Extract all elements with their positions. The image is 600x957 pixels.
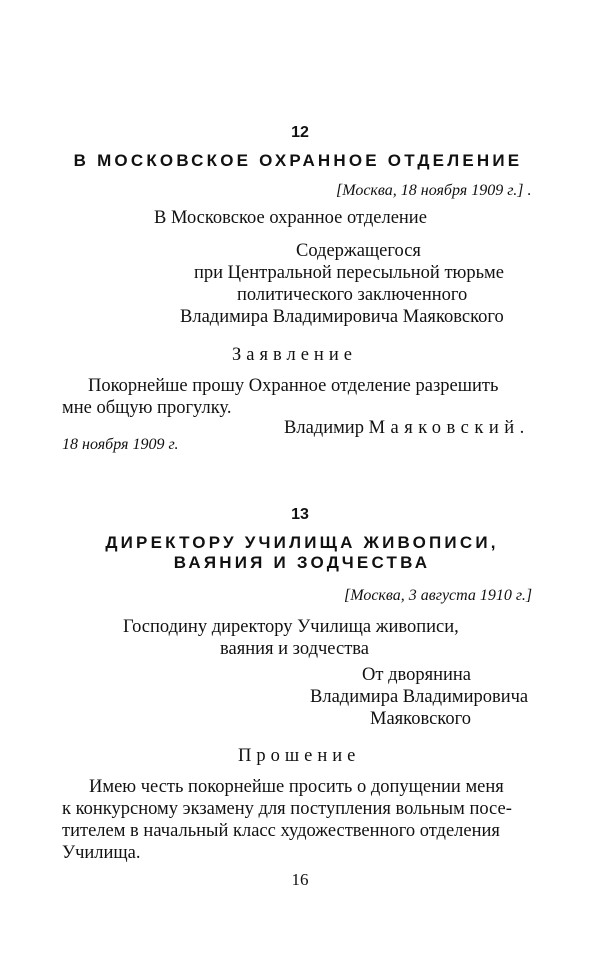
document-heading-line: ДИРЕКТОРУ УЧИЛИЩА ЖИВОПИСИ,: [105, 533, 499, 552]
body-line: Покорнейше прошу Охранное отделение разрешить: [88, 376, 499, 396]
body-line: Училища.: [62, 843, 141, 863]
page-number: 16: [291, 870, 309, 889]
place-date: [Москва, 18 ноября 1909 г.] .: [336, 182, 532, 199]
sender-line: Владимира Владимировича Маяковского: [180, 307, 504, 327]
sender-line: Маяковского: [370, 709, 471, 729]
sender-line: при Центральной пересыльной тюрьме: [194, 263, 504, 283]
document-heading-line: ВАЯНИЯ И ЗОДЧЕСТВА: [173, 553, 431, 572]
addressee-line: Господину директору Училища живописи,: [123, 617, 459, 637]
document-number: 12: [291, 124, 309, 141]
document-title: Прошение: [238, 746, 361, 766]
sender-line: политического заключенного: [237, 285, 468, 305]
signed-date: 18 ноября 1909 г.: [62, 436, 179, 453]
addressee-line: ваяния и зодчества: [220, 639, 369, 659]
sender-line: Владимира Владимировича: [310, 687, 529, 707]
document-number: 13: [291, 506, 309, 523]
place-date: [Москва, 3 августа 1910 г.]: [344, 587, 533, 604]
signature: [284, 418, 530, 439]
document-title: Заявление: [232, 345, 357, 365]
document-heading: В МОСКОВСКОЕ ОХРАННОЕ ОТДЕЛЕНИЕ: [73, 151, 523, 170]
signature-first-name: Владимир: [284, 418, 364, 438]
signature-last-name: Маяковский.: [368, 418, 530, 438]
body-line: к конкурсному экзамену для поступления вольным посе-: [62, 799, 512, 819]
body-line: Имею честь покорнейше просить о допущении меня: [89, 777, 504, 797]
body-line: мне общую прогулку.: [62, 398, 232, 418]
sender-line: От дворянина: [362, 665, 472, 685]
addressee: В Московское охранное отделение: [154, 208, 427, 228]
body-line: тителем в начальный класс художественного отделения: [62, 821, 500, 841]
sender-line: Содержащегося: [296, 241, 421, 261]
